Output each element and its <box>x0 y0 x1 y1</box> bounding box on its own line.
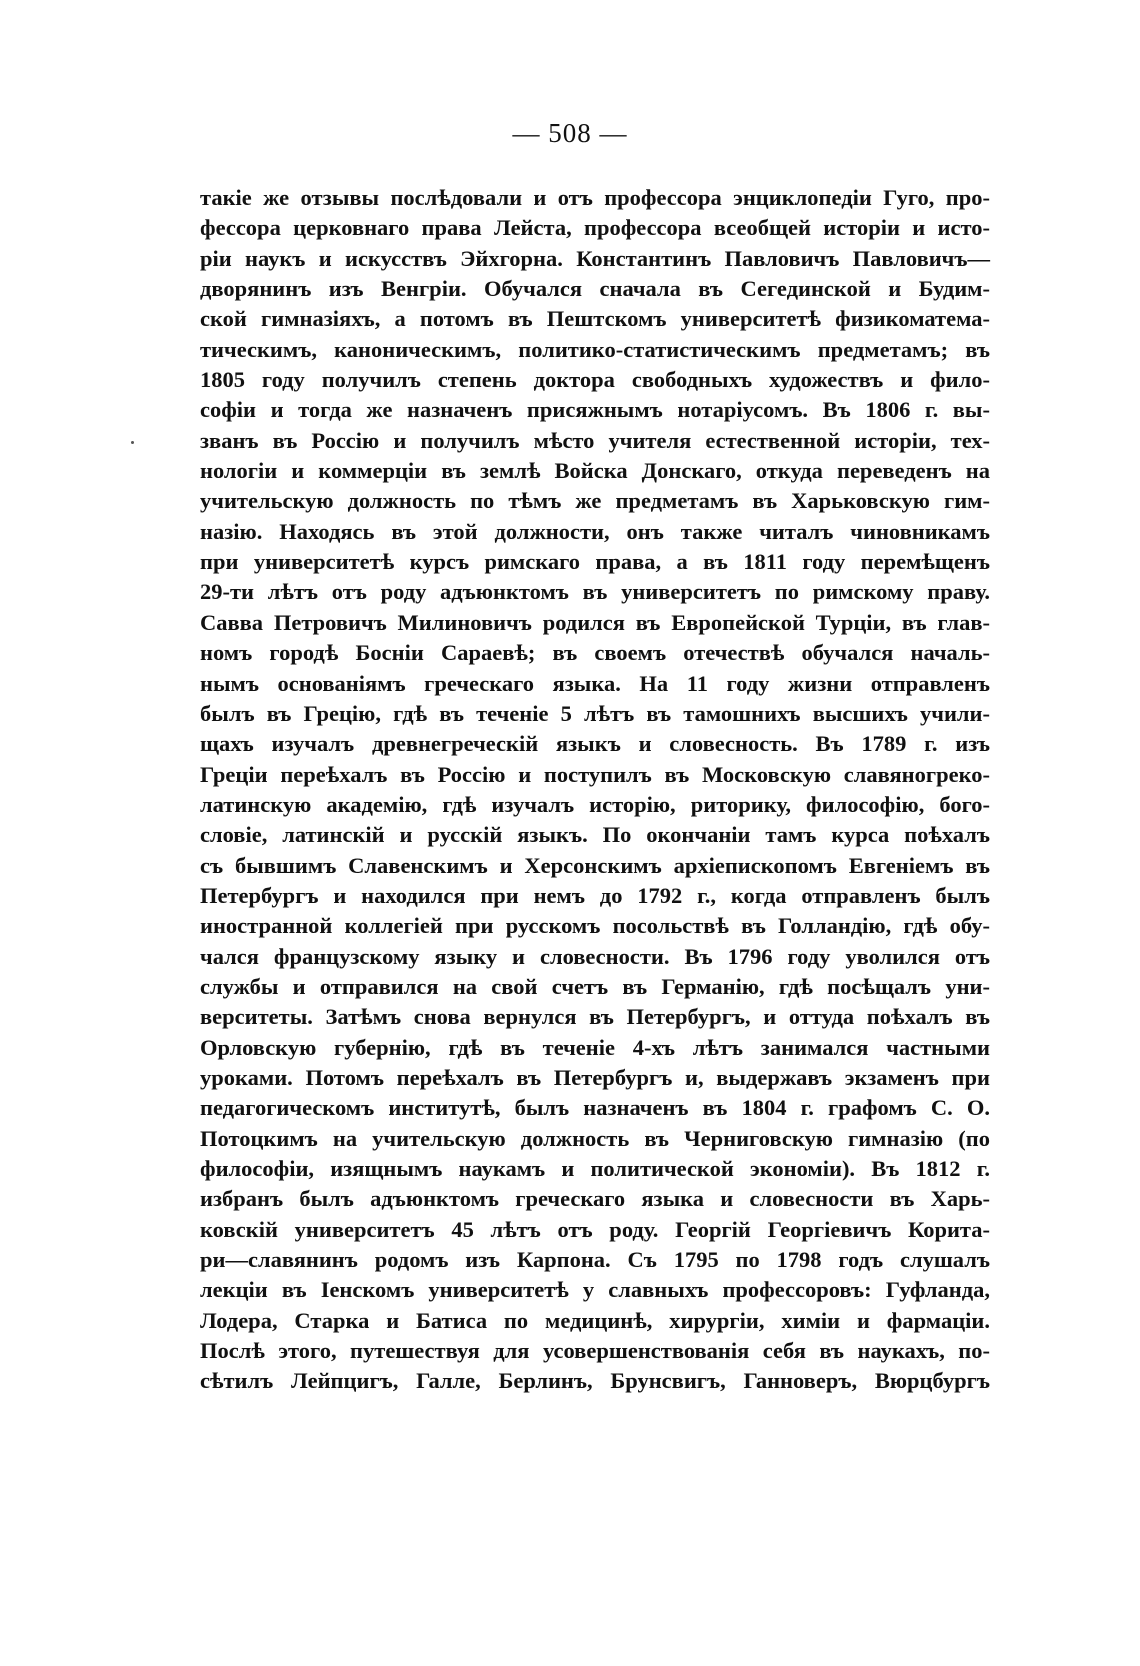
text-line: Лодера, Старка и Батиса по медицинѣ, хирургіи, химіи и фармаціи. <box>200 1307 990 1333</box>
text-line: Послѣ этого, путешествуя для усовершенствованія себя въ наукахъ, по- <box>200 1338 990 1364</box>
text-line: ковскій университетъ 45 лѣтъ отъ роду. Георгій Георгіевичъ Корита- <box>200 1216 990 1242</box>
text-line: 1805 году получилъ степень доктора свободныхъ художествъ и фило- <box>200 367 990 393</box>
text-line: верситеты. Затѣмъ снова вернулся въ Петербургъ, и оттуда поѣхалъ въ <box>200 1004 990 1030</box>
text-line: педагогическомъ институтѣ, былъ назначенъ въ 1804 г. графомъ С. О. <box>200 1095 990 1121</box>
text-line: учительскую должность по тѣмъ же предметамъ въ Харьковскую гим- <box>200 488 990 514</box>
text-line: лекціи въ Іенскомъ университетѣ у славныхъ профессоровъ: Гуфланда, <box>200 1277 990 1303</box>
text-line: службы и отправился на свой счетъ въ Германію, гдѣ посѣщалъ уни- <box>200 973 990 999</box>
text-line: Орловскую губернію, гдѣ въ теченіе 4-хъ лѣтъ занимался частными <box>200 1034 990 1060</box>
text-line: философіи, изящнымъ наукамъ и политической экономіи). Въ 1812 г. <box>200 1156 990 1181</box>
text-line: сѣтилъ Лейпцигъ, Галле, Берлинъ, Брунсвигъ, Ганноверъ, Вюрцбургъ <box>200 1368 990 1394</box>
text-line: былъ въ Грецію, гдѣ въ теченіе 5 лѣтъ въ тамошнихъ высшихъ учили- <box>200 700 990 726</box>
text-line: дворянинъ изъ Венгріи. Обучался сначала въ Сегединской и Будим- <box>200 276 990 302</box>
text-line: Петербургъ и находился при немъ до 1792 г., когда отправленъ былъ <box>200 882 990 908</box>
text-line: словіе, латинскій и русскій языкъ. По окончаніи тамъ курса поѣхалъ <box>200 822 990 848</box>
text-line: чался французскому языку и словесности. Въ 1796 году уволился отъ <box>200 943 990 969</box>
ink-speck <box>131 441 134 444</box>
text-line: номъ городѣ Босніи Сараевѣ; въ своемъ отечествѣ обучался началь- <box>200 640 990 666</box>
text-line: иностранной коллегіей при русскомъ посольствѣ въ Голландію, гдѣ обу- <box>200 913 990 939</box>
text-line: 29-ти лѣтъ отъ роду адъюнктомъ въ университетъ по римскому праву. <box>200 579 990 605</box>
text-line: щахъ изучалъ древнегреческій языкъ и словесность. Въ 1789 г. изъ <box>200 731 990 757</box>
text-line: избранъ былъ адъюнктомъ греческаго языка и словесности въ Харь- <box>200 1186 990 1212</box>
text-line: ри—славянинъ родомъ изъ Карпона. Съ 1795 по 1798 годъ слушалъ <box>200 1247 990 1273</box>
text-line: при университетѣ курсъ римскаго права, а въ 1811 году перемѣщенъ <box>200 549 990 575</box>
text-line: фессора церковнаго права Лейста, профессора всеобщей исторіи и исто- <box>200 215 990 241</box>
text-line: нымъ основаніямъ греческаго языка. На 11 году жизни отправленъ <box>200 670 990 696</box>
text-line: Потоцкимъ на учительскую должность въ Черниговскую гимназію (по <box>200 1125 990 1151</box>
text-line: тическимъ, каноническимъ, политико-статистическимъ предметамъ; въ <box>200 336 990 362</box>
text-line: ской гимназіяхъ, а потомъ въ Пештскомъ университетѣ физикоматема- <box>200 306 990 332</box>
text-line: латинскую академію, гдѣ изучалъ исторію, риторику, философію, бого- <box>200 791 990 817</box>
body-text <box>200 183 990 1397</box>
text-line: уроками. Потомъ переѣхалъ въ Петербургъ и, выдержавъ экзаменъ при <box>200 1064 990 1090</box>
text-line: званъ въ Россію и получилъ мѣсто учителя естественной исторіи, тех- <box>200 427 990 453</box>
text-line: ріи наукъ и искусствъ Эйхгорна. Константинъ Павловичъ Павловичъ— <box>200 245 990 271</box>
text-line: назію. Находясь въ этой должности, онъ также читалъ чиновникамъ <box>200 518 990 544</box>
text-line: Греціи переѣхалъ въ Россію и поступилъ въ Московскую славяногреко- <box>200 761 990 787</box>
text-line: нологіи и коммерціи въ землѣ Войска Донскаго, откуда переведенъ на <box>200 458 990 484</box>
page-number: — 508 — <box>512 118 628 148</box>
text-line: Савва Петровичъ Милиновичъ родился въ Европейской Турціи, въ глав- <box>200 609 990 635</box>
text-line: софіи и тогда же назначенъ присяжнымъ нотаріусомъ. Въ 1806 г. вы- <box>200 397 990 423</box>
text-line: съ бывшимъ Славенскимъ и Херсонскимъ архіепископомъ Евгеніемъ въ <box>200 852 990 878</box>
text-line: такіе же отзывы послѣдовали и отъ профессора энциклопедіи Гуго, про- <box>200 185 990 210</box>
